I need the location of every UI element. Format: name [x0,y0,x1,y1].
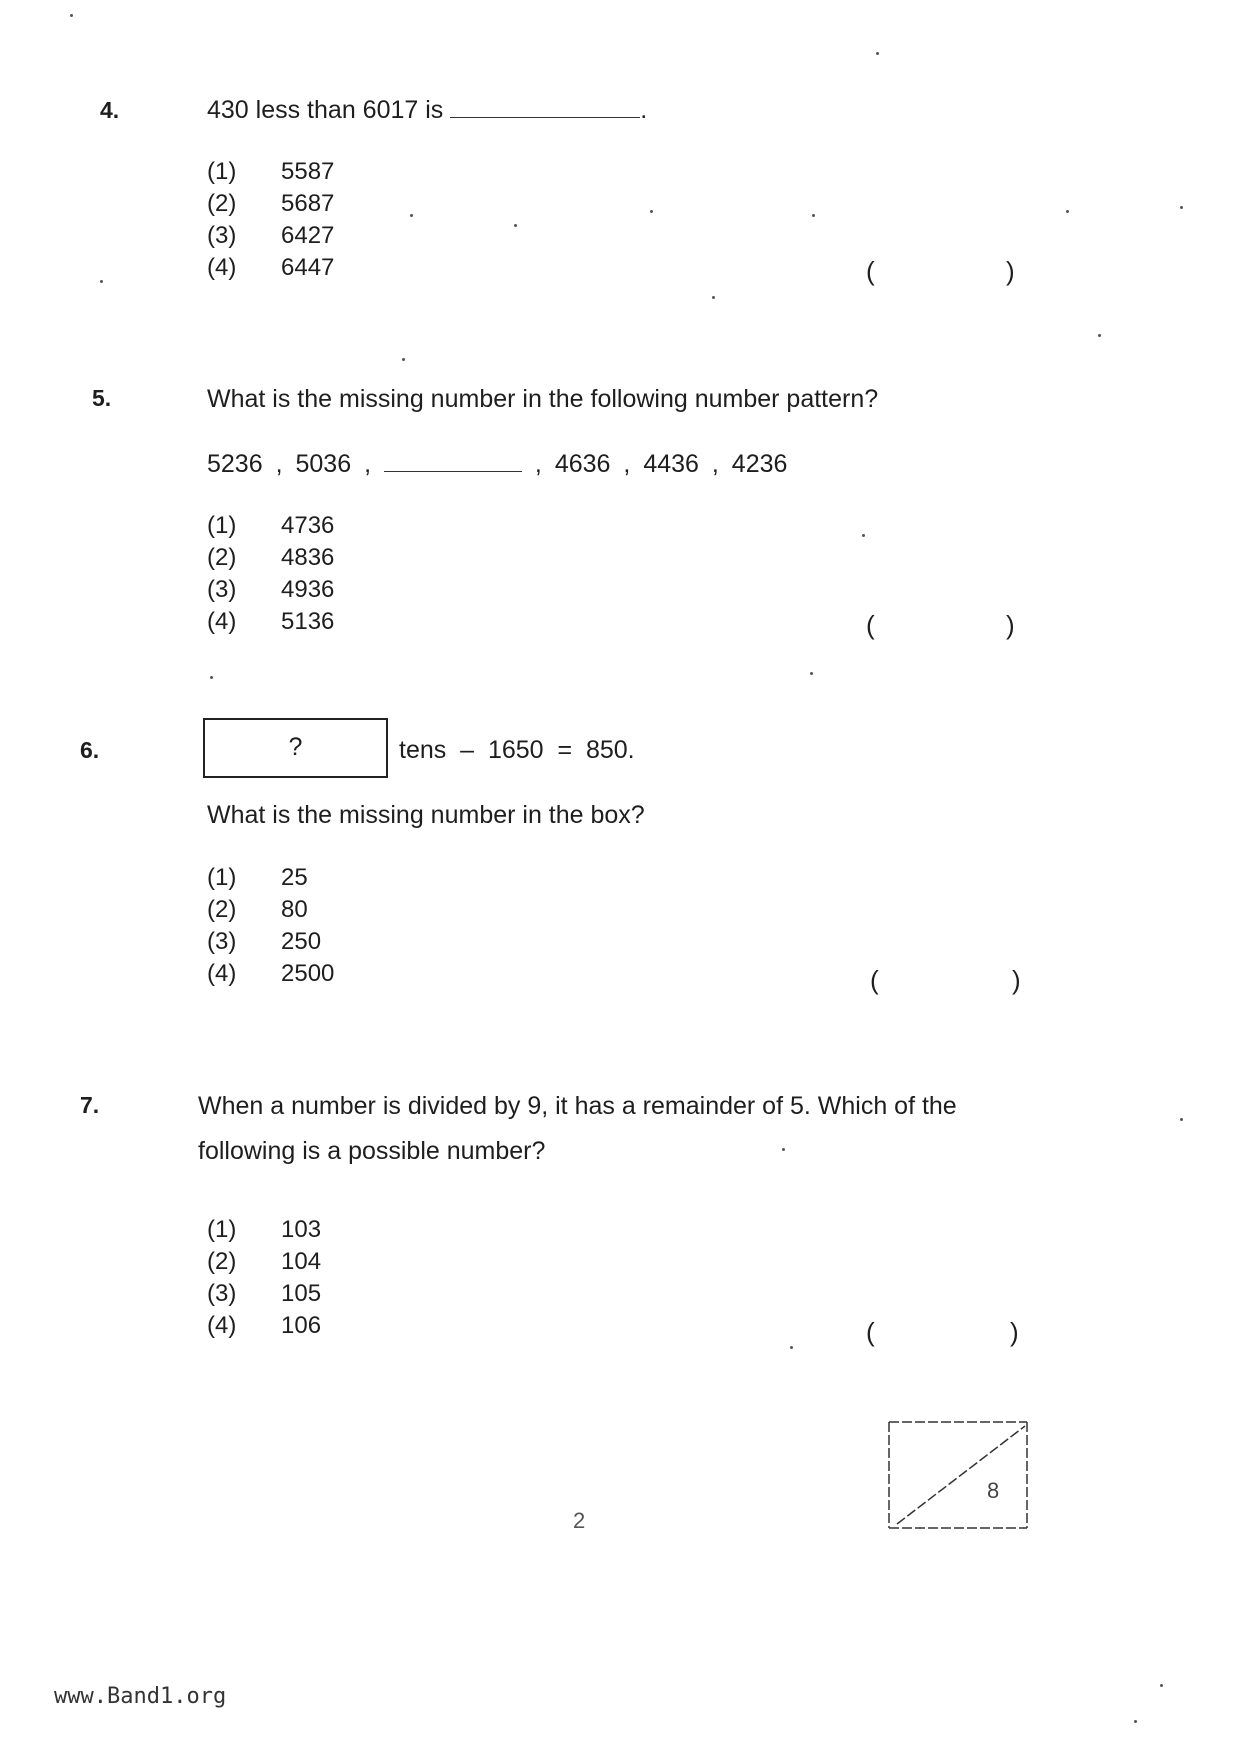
answer-bracket-open: ( [866,610,875,640]
question-number: 6. [80,737,100,763]
option-label: (4) [207,960,237,987]
pattern-term: 4236 [731,450,788,478]
scan-speck [862,534,865,537]
option-value: 6447 [281,254,335,281]
option-item [207,1310,321,1342]
option-item [207,252,334,284]
option-value: 6427 [281,222,335,249]
question-prompt [207,96,647,125]
options-list [207,1214,321,1342]
option-item [207,894,334,926]
question-prompt-line2: following is a possible number? [198,1137,546,1165]
marks-box [887,1418,1029,1530]
pattern-term: 4436 [643,450,699,478]
options-list [207,156,334,284]
page-number: 2 [573,1508,586,1533]
option-label: (2) [207,544,237,571]
option-value: 103 [281,1216,322,1243]
option-value: 4836 [281,544,335,571]
option-label: (4) [207,1312,237,1339]
scan-speck [1180,1118,1183,1121]
scan-speck [402,358,405,361]
prompt-text-end: . [640,96,648,124]
option-item [207,156,334,188]
question-number: 5. [92,385,112,411]
option-value: 4736 [281,512,335,539]
pattern-term: 5236 [207,450,263,478]
option-value: 25 [281,864,308,891]
option-label: (3) [207,222,237,249]
answer-bracket-open: ( [870,965,879,995]
scan-speck [812,214,815,217]
scan-speck [410,214,413,217]
scan-speck [1098,334,1101,337]
option-label: (4) [207,254,237,281]
option-value: 80 [281,896,308,923]
question-prompt-line1: When a number is divided by 9, it has a remainder of 5. Which of the [198,1092,957,1120]
option-label: (2) [207,896,237,923]
option-value: 106 [281,1312,322,1339]
question-number: 7. [80,1092,100,1118]
option-label: (3) [207,928,237,955]
footer-url: www.Band1.org [54,1684,227,1709]
pattern-blank [384,463,522,472]
scan-speck [1160,1684,1163,1687]
option-label: (2) [207,1248,237,1275]
scan-speck [782,1148,785,1151]
number-pattern [207,450,787,479]
option-label: (3) [207,576,237,603]
option-value: 104 [281,1248,322,1275]
answer-bracket-close: ) [1010,1317,1019,1347]
option-value: 250 [281,928,322,955]
option-item [207,510,334,542]
scan-speck [712,296,715,299]
option-value: 5136 [281,608,335,635]
pattern-term: 5036 [295,450,352,478]
missing-number-box: ? [203,718,388,778]
option-label: (1) [207,1216,237,1243]
scan-speck [514,224,517,227]
answer-bracket-open: ( [866,256,875,286]
pattern-separator: , [275,450,283,478]
pattern-term: 4636 [554,450,611,478]
answer-bracket-close: ) [1006,256,1015,286]
answer-bracket-close: ) [1012,965,1021,995]
answer-bracket-open: ( [866,1317,875,1347]
option-label: (1) [207,512,237,539]
option-item [207,220,334,252]
question-prompt: What is the missing number in the box? [207,801,645,829]
marks-box-drawing [887,1418,1029,1530]
pattern-separator: , [534,450,542,478]
answer-blank [450,107,640,118]
option-item [207,1214,321,1246]
option-label: (1) [207,864,237,891]
option-value: 4936 [281,576,335,603]
option-item [207,862,334,894]
option-item [207,926,334,958]
scan-speck [1180,206,1183,209]
pattern-separator: , [364,450,372,478]
pattern-separator: , [623,450,631,478]
question-number: 4. [100,97,120,123]
option-label: (3) [207,1280,237,1307]
option-item [207,958,334,990]
options-list [207,510,334,638]
scan-speck [650,210,653,213]
prompt-text: 430 less than 6017 is [207,96,444,124]
option-label: (4) [207,608,237,635]
option-item [207,606,334,638]
answer-bracket-close: ) [1006,610,1015,640]
scan-speck [1134,1720,1137,1723]
scan-speck [1066,210,1069,213]
option-label: (2) [207,190,237,217]
scan-speck [210,676,213,679]
pattern-separator: , [711,450,719,478]
option-item [207,574,334,606]
option-value: 5687 [281,190,335,217]
scan-speck [70,14,73,17]
option-value: 105 [281,1280,322,1307]
question-prompt: What is the missing number in the following number pattern? [207,385,879,413]
scan-speck [876,52,879,55]
option-value: 5587 [281,158,335,185]
option-label: (1) [207,158,237,185]
option-item [207,188,334,220]
marks-value: 8 [987,1478,1000,1503]
options-list [207,862,334,990]
option-item [207,542,334,574]
scan-speck [100,280,103,283]
scan-speck [790,1346,793,1349]
equation-text: tens – 1650 = 850. [399,736,635,764]
option-value: 2500 [281,960,335,987]
option-item [207,1278,321,1310]
scan-speck [810,672,813,675]
option-item [207,1246,321,1278]
